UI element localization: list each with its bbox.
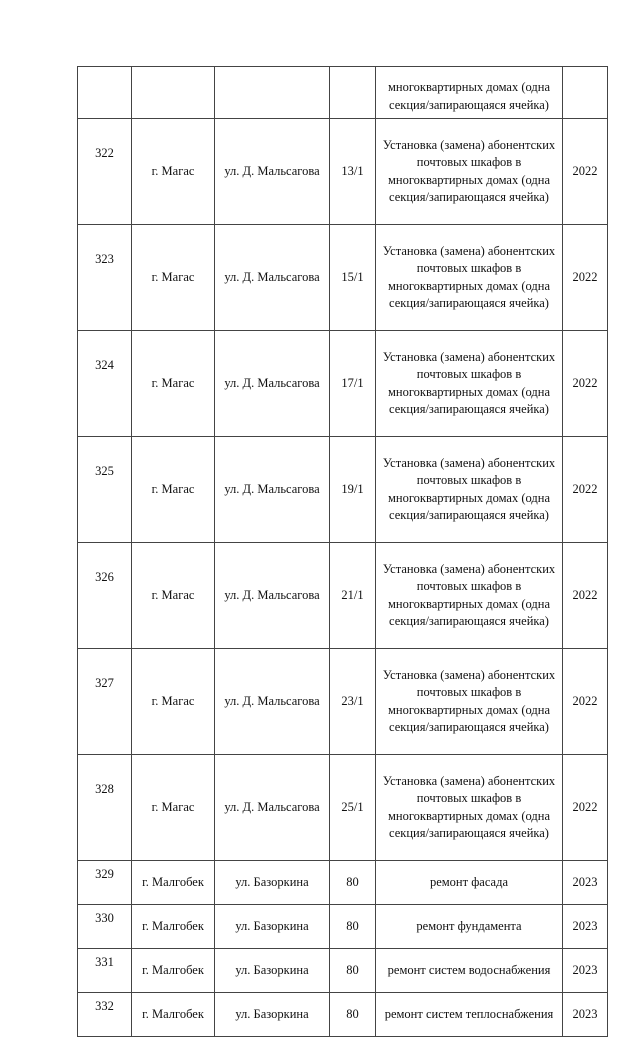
year-cell: 2023 <box>563 949 608 993</box>
table-row <box>78 225 608 331</box>
house-number-cell: 15/1 <box>330 225 376 331</box>
year-cell: 2022 <box>563 543 608 649</box>
row-number-cell: 324 <box>78 331 132 437</box>
city-cell: г. Малгобек <box>132 949 215 993</box>
work-type-cell: Установка (замена) абонентских почтовых шкафов в многоквартирных домах (одна секция/запирающаяся ячейка) <box>376 331 563 437</box>
work-type-cell: Установка (замена) абонентских почтовых шкафов в многоквартирных домах (одна секция/запирающаяся ячейка) <box>376 649 563 755</box>
work-type-cell: Установка (замена) абонентских почтовых шкафов в многоквартирных домах (одна секция/запирающаяся ячейка) <box>376 755 563 861</box>
row-number-cell: 322 <box>78 119 132 225</box>
work-type-cell: ремонт фундамента <box>376 905 563 949</box>
street-cell: ул. Д. Мальсагова <box>215 755 330 861</box>
house-number-cell: 19/1 <box>330 437 376 543</box>
street-cell: ул. Д. Мальсагова <box>215 543 330 649</box>
house-number-cell: 25/1 <box>330 755 376 861</box>
house-number-cell: 17/1 <box>330 331 376 437</box>
city-cell: г. Магас <box>132 649 215 755</box>
table-row <box>78 119 608 225</box>
table-row <box>78 437 608 543</box>
house-number-cell: 23/1 <box>330 649 376 755</box>
year-cell: 2022 <box>563 649 608 755</box>
city-cell: г. Магас <box>132 225 215 331</box>
row-number-cell: 327 <box>78 649 132 755</box>
street-cell: ул. Базоркина <box>215 993 330 1037</box>
row-number-cell: 328 <box>78 755 132 861</box>
year-cell: 2023 <box>563 861 608 905</box>
table-row <box>78 755 608 861</box>
street-cell: ул. Базоркина <box>215 861 330 905</box>
table-row <box>78 993 608 1037</box>
city-cell <box>132 67 215 119</box>
work-type-cell: ремонт систем водоснабжения <box>376 949 563 993</box>
work-type-cell: многоквартирных домах (одна секция/запирающаяся ячейка) <box>376 67 563 119</box>
house-number-cell: 80 <box>330 861 376 905</box>
table-row <box>78 67 608 119</box>
work-type-cell: Установка (замена) абонентских почтовых шкафов в многоквартирных домах (одна секция/запирающаяся ячейка) <box>376 225 563 331</box>
house-number-cell: 13/1 <box>330 119 376 225</box>
city-cell: г. Магас <box>132 119 215 225</box>
city-cell: г. Магас <box>132 755 215 861</box>
row-number-cell: 326 <box>78 543 132 649</box>
table-row <box>78 543 608 649</box>
table-row <box>78 649 608 755</box>
street-cell: ул. Д. Мальсагова <box>215 225 330 331</box>
city-cell: г. Магас <box>132 331 215 437</box>
city-cell: г. Малгобек <box>132 905 215 949</box>
city-cell: г. Магас <box>132 437 215 543</box>
year-cell: 2022 <box>563 331 608 437</box>
street-cell: ул. Базоркина <box>215 949 330 993</box>
work-type-cell: Установка (замена) абонентских почтовых шкафов в многоквартирных домах (одна секция/запирающаяся ячейка) <box>376 543 563 649</box>
year-cell <box>563 67 608 119</box>
year-cell: 2022 <box>563 437 608 543</box>
street-cell: ул. Д. Мальсагова <box>215 437 330 543</box>
work-type-cell: ремонт фасада <box>376 861 563 905</box>
house-number-cell: 80 <box>330 949 376 993</box>
table-row <box>78 905 608 949</box>
year-cell: 2022 <box>563 225 608 331</box>
work-type-cell: ремонт систем теплоснабжения <box>376 993 563 1037</box>
row-number-cell: 329 <box>78 861 132 905</box>
year-cell: 2022 <box>563 755 608 861</box>
city-cell: г. Магас <box>132 543 215 649</box>
work-type-cell: Установка (замена) абонентских почтовых шкафов в многоквартирных домах (одна секция/запирающаяся ячейка) <box>376 119 563 225</box>
row-number-cell: 332 <box>78 993 132 1037</box>
street-cell: ул. Д. Мальсагова <box>215 331 330 437</box>
work-type-cell: Установка (замена) абонентских почтовых шкафов в многоквартирных домах (одна секция/запирающаяся ячейка) <box>376 437 563 543</box>
row-number-cell <box>78 67 132 119</box>
table-row <box>78 949 608 993</box>
city-cell: г. Малгобек <box>132 861 215 905</box>
row-number-cell: 325 <box>78 437 132 543</box>
house-number-cell: 80 <box>330 993 376 1037</box>
table-row <box>78 331 608 437</box>
row-number-cell: 323 <box>78 225 132 331</box>
city-cell: г. Малгобек <box>132 993 215 1037</box>
table-row <box>78 861 608 905</box>
house-number-cell: 80 <box>330 905 376 949</box>
street-cell: ул. Д. Мальсагова <box>215 649 330 755</box>
row-number-cell: 331 <box>78 949 132 993</box>
house-number-cell <box>330 67 376 119</box>
street-cell <box>215 67 330 119</box>
year-cell: 2023 <box>563 993 608 1037</box>
capital-repair-table <box>77 66 608 1037</box>
year-cell: 2023 <box>563 905 608 949</box>
street-cell: ул. Д. Мальсагова <box>215 119 330 225</box>
row-number-cell: 330 <box>78 905 132 949</box>
year-cell: 2022 <box>563 119 608 225</box>
house-number-cell: 21/1 <box>330 543 376 649</box>
street-cell: ул. Базоркина <box>215 905 330 949</box>
